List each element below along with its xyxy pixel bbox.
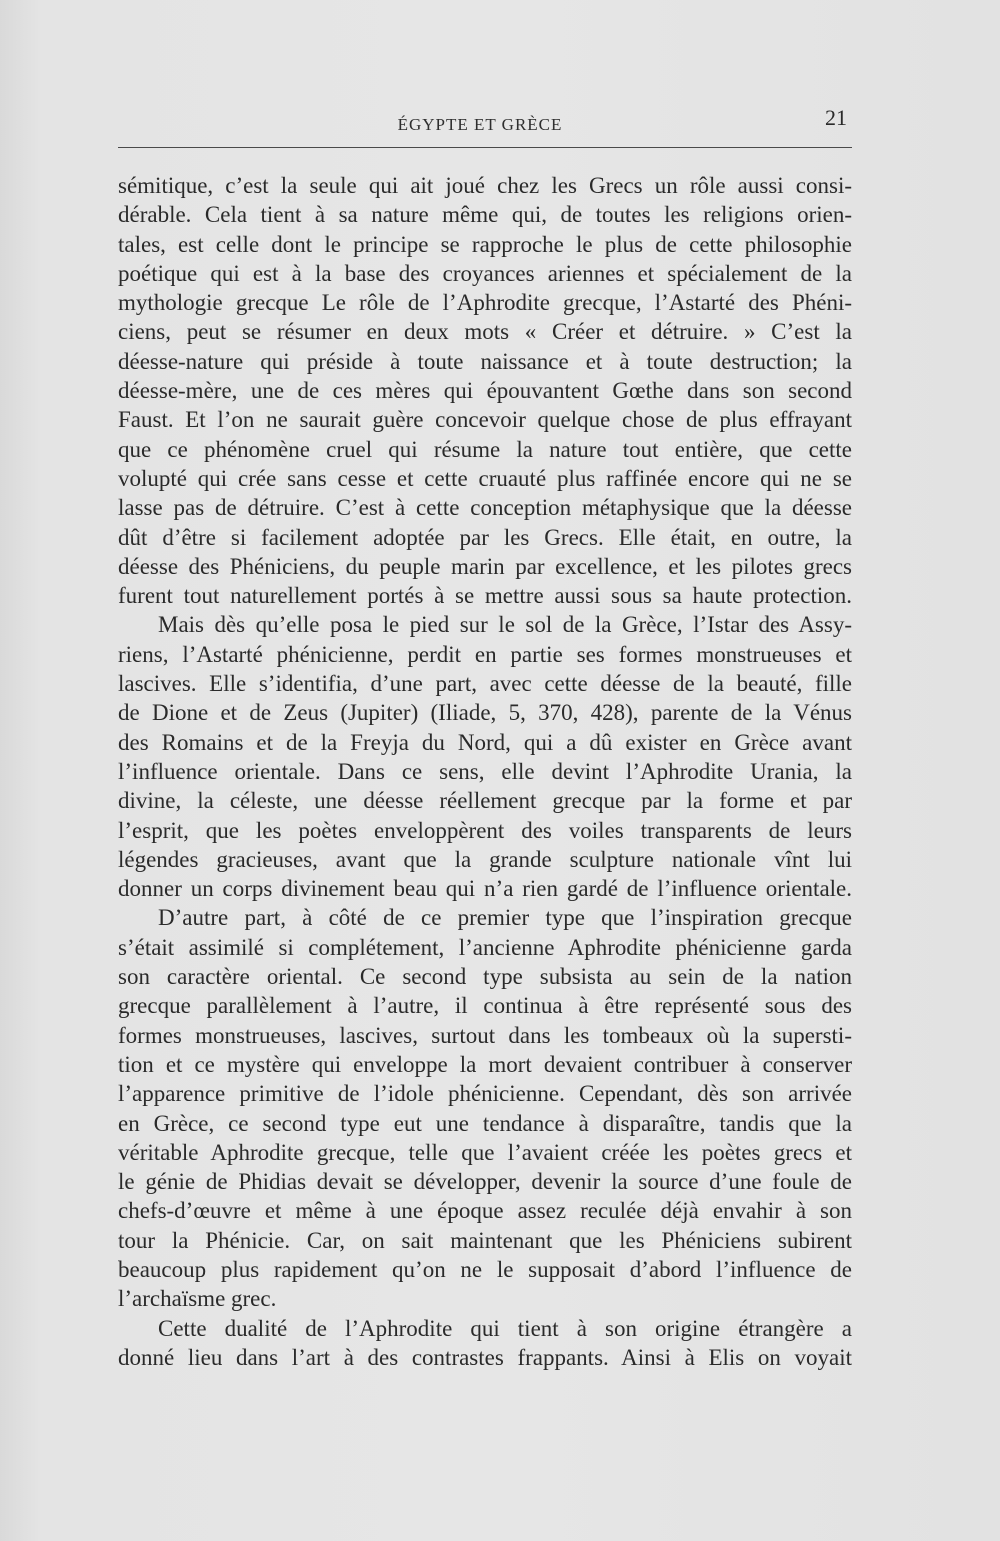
text-line: l’archaïsme grec. bbox=[118, 1286, 277, 1312]
text-line: volupté qui crée sans cesse et cette cruauté plus raffinée encore qui ne se bbox=[118, 465, 852, 491]
text-line: beaucoup plus rapidement qu’on ne le supposait d’abord l’influence de bbox=[118, 1256, 852, 1282]
text-line: déesse des Phéniciens, du peuple marin par excellence, et les pilotes grecs bbox=[118, 553, 852, 579]
text-line: donné lieu dans l’art à des contrastes frappants. Ainsi à Elis on voyait bbox=[118, 1344, 852, 1370]
text-line: ciens, peut se résumer en deux mots « Créer et détruire. » C’est la bbox=[118, 319, 852, 345]
text-line: Mais dès qu’elle posa le pied sur le sol de la Grèce, l’Istar des Assy- bbox=[158, 612, 852, 638]
text-line: Cette dualité de l’Aphrodite qui tient à son origine étrangère a bbox=[158, 1315, 852, 1341]
text-line: grecque parallèlement à l’autre, il continua à être représenté sous des bbox=[118, 993, 852, 1019]
text-line: lasse pas de détruire. C’est à cette conception métaphysique que la déesse bbox=[118, 495, 852, 521]
text-line: dût d’être si facilement adoptée par les Grecs. Elle était, en outre, la bbox=[118, 524, 852, 550]
paragraph bbox=[118, 610, 852, 903]
text-line: déesse-nature qui préside à toute naissance et à toute destruction; la bbox=[118, 348, 852, 374]
text-line: que ce phénomène cruel qui résume la nature tout entière, que cette bbox=[118, 436, 852, 462]
text-line: déesse-mère, une de ces mères qui épouvantent Gœthe dans son second bbox=[118, 378, 852, 404]
text-line: son caractère oriental. Ce second type subsista au sein de la nation bbox=[118, 964, 852, 990]
text-line: D’autre part, à côté de ce premier type que l’inspiration grecque bbox=[158, 905, 852, 931]
text-line: tales, est celle dont le principe se rapproche le plus de cette philosophie bbox=[118, 231, 852, 257]
text-line: formes monstrueuses, lascives, surtout dans les tombeaux où la supersti- bbox=[118, 1022, 852, 1048]
text-line: l’esprit, que les poètes enveloppèrent des voiles transparents de leurs bbox=[118, 817, 852, 843]
paragraph bbox=[118, 903, 852, 1313]
text-line: mythologie grecque Le rôle de l’Aphrodite grecque, l’Astarté des Phéni- bbox=[118, 290, 852, 316]
text-line: des Romains et de la Freyja du Nord, qui a dû exister en Grèce avant bbox=[118, 729, 852, 755]
text-line: s’était assimilé si complétement, l’ancienne Aphrodite phénicienne garda bbox=[118, 934, 852, 960]
text-line: Faust. Et l’on ne saurait guère concevoir quelque chose de plus effrayant bbox=[118, 407, 852, 433]
text-line: furent tout naturellement portés à se mettre aussi sous sa haute protection. bbox=[118, 583, 852, 609]
text-line: donner un corps divinement beau qui n’a rien gardé de l’influence orientale. bbox=[118, 876, 852, 902]
text-line: en Grèce, ce second type eut une tendance à disparaître, tandis que la bbox=[118, 1110, 852, 1136]
text-line: lascives. Elle s’identifia, d’une part, avec cette déesse de la beauté, fille bbox=[118, 671, 852, 697]
paragraph bbox=[118, 1314, 852, 1373]
text-line: légendes gracieuses, avant que la grande sculpture nationale vînt lui bbox=[118, 846, 852, 872]
text-line: le génie de Phidias devait se développer, devenir la source d’une foule de bbox=[118, 1169, 852, 1195]
text-line: de Dione et de Zeus (Jupiter) (Iliade, 5, 370, 428), parente de la Vénus bbox=[118, 700, 852, 726]
text-line: divine, la céleste, une déesse réellement grecque par la forme et par bbox=[118, 788, 852, 814]
text-line: riens, l’Astarté phénicienne, perdit en partie ses formes monstrueuses et bbox=[118, 641, 852, 667]
running-title: ÉGYPTE ET GRÈCE bbox=[397, 115, 563, 134]
text-line: sémitique, c’est la seule qui ait joué chez les Grecs un rôle aussi consi- bbox=[118, 173, 852, 198]
header-rule bbox=[118, 147, 852, 148]
text-line: chefs-d’œuvre et même à une époque assez reculée déjà envahir à son bbox=[118, 1198, 852, 1224]
body-text bbox=[118, 171, 852, 1372]
text-line: tour la Phénicie. Car, on sait maintenant que les Phéniciens subirent bbox=[118, 1227, 852, 1253]
text-line: l’influence orientale. Dans ce sens, elle devint l’Aphrodite Urania, la bbox=[118, 758, 852, 784]
text-line: tion et ce mystère qui enveloppe la mort devaient contribuer à conserver bbox=[118, 1051, 852, 1077]
page-number: 21 bbox=[825, 105, 847, 130]
text-line: véritable Aphrodite grecque, telle que l’avaient créée les poètes grecs et bbox=[118, 1139, 852, 1165]
paragraph bbox=[118, 171, 852, 610]
text-line: poétique qui est à la base des croyances ariennes et spécialement de la bbox=[118, 260, 852, 286]
text-line: l’apparence primitive de l’idole phénicienne. Cependant, dès son arrivée bbox=[118, 1081, 852, 1107]
text-line: dérable. Cela tient à sa nature même qui, de toutes les religions orien- bbox=[118, 202, 852, 228]
